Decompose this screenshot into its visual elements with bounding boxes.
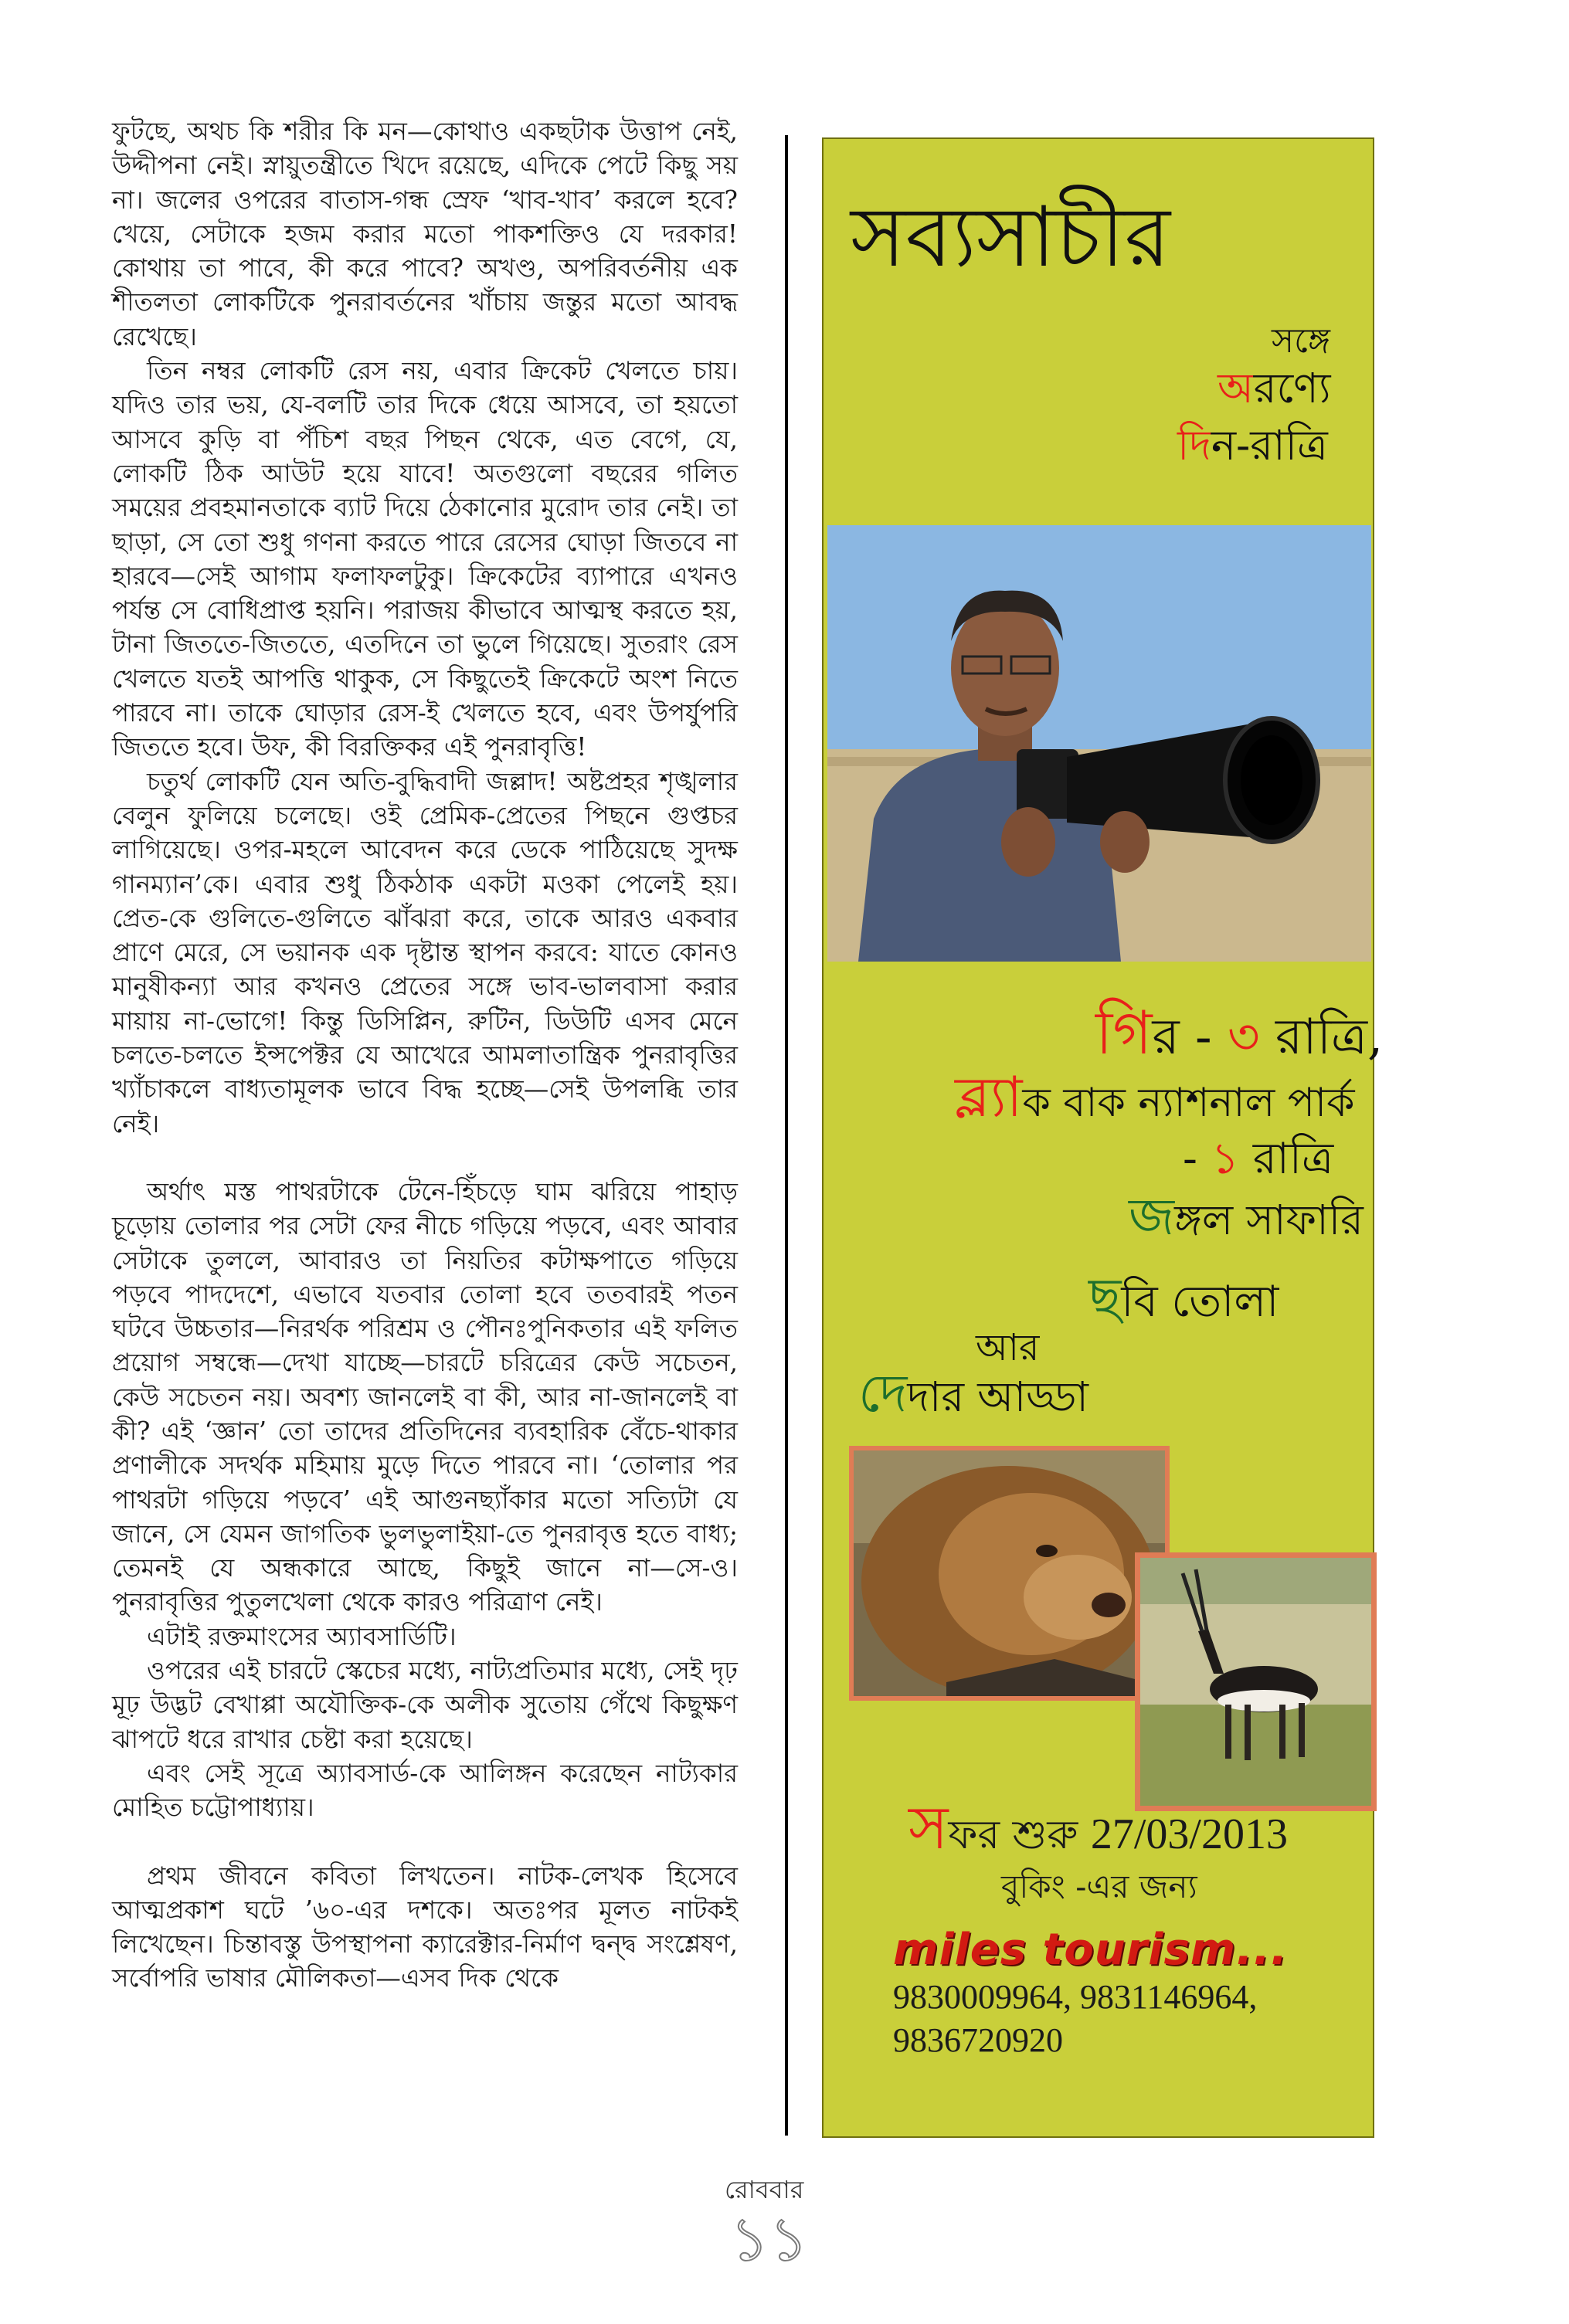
article-paragraph: ওপরের এই চারটে স্কেচের মধ্যে, নাট্যপ্রতিমার মধ্যে, সেই দৃঢ় মূঢ় উদ্ভট বেখাপ্পা অযৌক্তিক-কে অলীক সুতোয় গেঁথে কিছুক্ষণ ঝাপটে ধরে রাখার চেষ্টা করা হয়েছে। — [112, 1656, 738, 1754]
adda-line: দেদার আড্ডা — [858, 1363, 1088, 1424]
article-paragraph: তিন নম্বর লোকটি রেস নয়, এবার ক্রিকেট খেলতে চায়। যদিও তার ভয়, যে-বলটি তার দিকে ধেয়ে আসবে, তা হয়তো আসবে কুড়ি বা পঁচিশ বছর পিছন থেকে, এত বেগে, যে, লোকটি ঠিক আউট হয়ে যাবে! অতগুলো বছরের গলিত সময়ের প্রবহমানতাকে ব্যাট দিয়ে ঠেকানোর মুরোদ তার নেই। তা ছাড়া, সে তো শুধু গণনা করতে পারে রেসের ঘোড়া জিতবে না হারবে—সেই আগাম ফলাফলটুকু। ক্রিকেটের ব্যাপারে এখনও পর্যন্ত সে বোধিপ্রাপ্ত হয়নি। পরাজয় কীভাবে আত্মস্থ করতে হয়, টানা জিততে-জিততে, এতদিনে তা ভুলে গিয়েছে। সুতরাং রেস খেলতে যতই আপত্তি থাকুক, সে কিছুতেই ক্রিকেটে অংশ নিতে পারবে না। তাকে ঘোড়ার রেস-ই খেলতে হবে, এবং উপর্যুপরি জিততে হবে। উফ, কী বিরক্তিকর এই পুনরাবৃত্তি! — [112, 356, 738, 762]
safari-advert — [822, 137, 1384, 2138]
article-paragraph: ফুটছে, অথচ কি শরীর কি মন—কোথাও একছটাক উত্তাপ নেই, উদ্দীপনা নেই। স্নায়ুতন্ত্রীতে খিদে রয়েছে, এদিকে পেটে কিছু সয় না। জলের ওপরের বাতাস-গন্ধ স্রেফ ‘খাব-খাব’ করলে হবে? খেয়ে, সেটাকে হজম করার মতো পাকশক্তিও যে দরকার! কোথায় তা পাবে, কী করে পাবে? অখণ্ড, অপরিবর্তনীয় এক শীতলতা লোকটিকে পুনরাবর্তনের খাঁচায় জন্তুর মতো আবদ্ধ রেখেছে। — [112, 117, 738, 351]
photographer-photo — [827, 525, 1371, 962]
column-divider — [785, 135, 788, 2136]
tagline-line-2: অরণ্যে — [1218, 364, 1331, 412]
article-column — [112, 114, 738, 1996]
advert-title: সব্যসাচীর — [851, 189, 1171, 286]
tagline-line-1: সঙ্গে — [1272, 321, 1330, 361]
magazine-name: রোববার — [725, 2175, 804, 2204]
photographer-illustration — [827, 525, 1371, 962]
phone-line: 9836720920 — [893, 2021, 1063, 2059]
blackbuck-illustration — [1140, 1558, 1371, 1806]
tagline-line-3: দিন-রাত্রি — [1177, 421, 1328, 470]
itinerary-safari: জঙ্গল সাফারি — [1129, 1187, 1364, 1247]
article-paragraph: এবং সেই সূত্রে অ্যাবসার্ড-কে আলিঙ্গন করেছেন নাট্যকার মোহিত চট্টোপাধ্যায়। — [112, 1758, 738, 1823]
itinerary-gir: গির - ৩ রাত্রি, — [1095, 999, 1384, 1068]
article-paragraph: প্রথম জীবনে কবিতা লিখতেন। নাটক-লেখক হিসেবে আত্মপ্রকাশ ঘটে ’৬০-এর দশকে। অতঃপর মূলত নাটকই লিখেছেন। চিন্তাবস্তু উপস্থাপনা ক্যারেক্টার-নির্মাণ দ্বন্দ্ব সংশ্লেষণ, সর্বোপরি ভাষার মৌলিকতা—এসব দিক থেকে — [112, 1861, 738, 1993]
booking-label: বুকিং -এর জন্য — [1001, 1868, 1197, 1905]
phone-line: 9830009964, 9831146964, — [893, 1978, 1258, 2016]
article-paragraph: এটাই রক্তমাংসের অ্যাবসার্ডিটি। — [147, 1621, 457, 1651]
lion-illustration — [854, 1450, 1165, 1696]
brand-logo-text: miles tourism... — [893, 1925, 1288, 1975]
itinerary-blackbuck-nights: - ১ রাত্রি — [1183, 1134, 1334, 1184]
phone-numbers — [893, 1976, 1257, 2062]
article-paragraph: অর্থাৎ মস্ত পাথরটাকে টেনে-হিঁচড়ে ঘাম ঝরিয়ে পাহাড় চূড়োয় তোলার পর সেটা ফের নীচে গড়িয়ে পড়বে, এবং আবার সেটাকে তুললে, আবারও তা নিয়তির কটাক্ষপাতে গড়িয়ে পড়বে পাদদেশে, এভাবে যতবার তোলা হবে ততবারই পতন ঘটবে উচ্চতার—নিরর্থক পরিশ্রম ও পৌনঃপুনিকতার এই ফলিত প্রয়োগ সম্বন্ধে—দেখা যাচ্ছে—চারটে চরিত্রের কেউ সচেতন, কেউ সচেতন নয়। অবশ্য জানলেই বা কী, আর না-জানলেই বা কী? এই ‘জ্ঞান’ তো তাদের প্রতিদিনের ব্যবহারিক বেঁচে-থাকার প্রণালীকে সদর্থক মহিমায় মুড়ে দিতে পারবে না। ‘তোলার পর পাথরটা গড়িয়ে পড়বে’ এই আগুনছ্যাঁকার মতো সত্যিটা যে জানে, সে যেমন জাগতিক ভুলভুলাইয়া-তে পুনরাবৃত্ত হতে বাধ্য; তেমনই যে অন্ধকারে আছে, কিছুই জানে না—সে-ও। পুনরাবৃত্তির পুতুলখেলা থেকে কারও পরিত্রাণ নেই। — [112, 1176, 738, 1617]
lion-photo — [849, 1446, 1170, 1701]
page-number: ১১ — [730, 2205, 809, 2275]
and-line: আর — [976, 1326, 1040, 1369]
itinerary-blackbuck: ব্ল্যাক বাক ন্যাশনাল পার্ক — [955, 1064, 1355, 1129]
trip-start-line: সফর শুরু 27/03/2013 — [908, 1793, 1288, 1863]
article-paragraph: চতুর্থ লোকটি যেন অতি-বুদ্ধিবাদী জল্লাদ! অষ্টপ্রহর শৃঙ্খলার বেলুন ফুলিয়ে চলেছে। ওই প্রেমিক-প্রেতের পিছনে গুপ্তচর লাগিয়েছে। ওপর-মহলে আবেদন করে ডেকে পাঠিয়েছে সুদক্ষ গানম্যান’কে। এবার শুধু ঠিকঠাক একটা মওকা পেলেই হয়। প্রেত-কে গুলিতে-গুলিতে ঝাঁঝরা করে, তাকে আরও একবার প্রাণে মেরে, সে ভয়ানক এক দৃষ্টান্ত স্থাপন করবে: যাতে কোনও মানুষীকন্যা আর কখনও প্রেতের সঙ্গে ভাব-ভালবাসা করার মায়ায় না-ভোগে! কিন্তু ডিসিপ্লিন, রুটিন, ডিউটি এসব মেনে চলতে-চলতে ইন্সপেক্টর যে আখেরে আমলাতান্ত্রিক পুনরাবৃত্তির খ্যাঁচাকলে বাধ্যতামূলক ভাবে বিদ্ধ হচ্ছে—সেই উপলব্ধি তার নেই। — [112, 766, 738, 1138]
blackbuck-photo — [1135, 1552, 1377, 1811]
photography-line: ছবি তোলা — [1088, 1266, 1279, 1329]
